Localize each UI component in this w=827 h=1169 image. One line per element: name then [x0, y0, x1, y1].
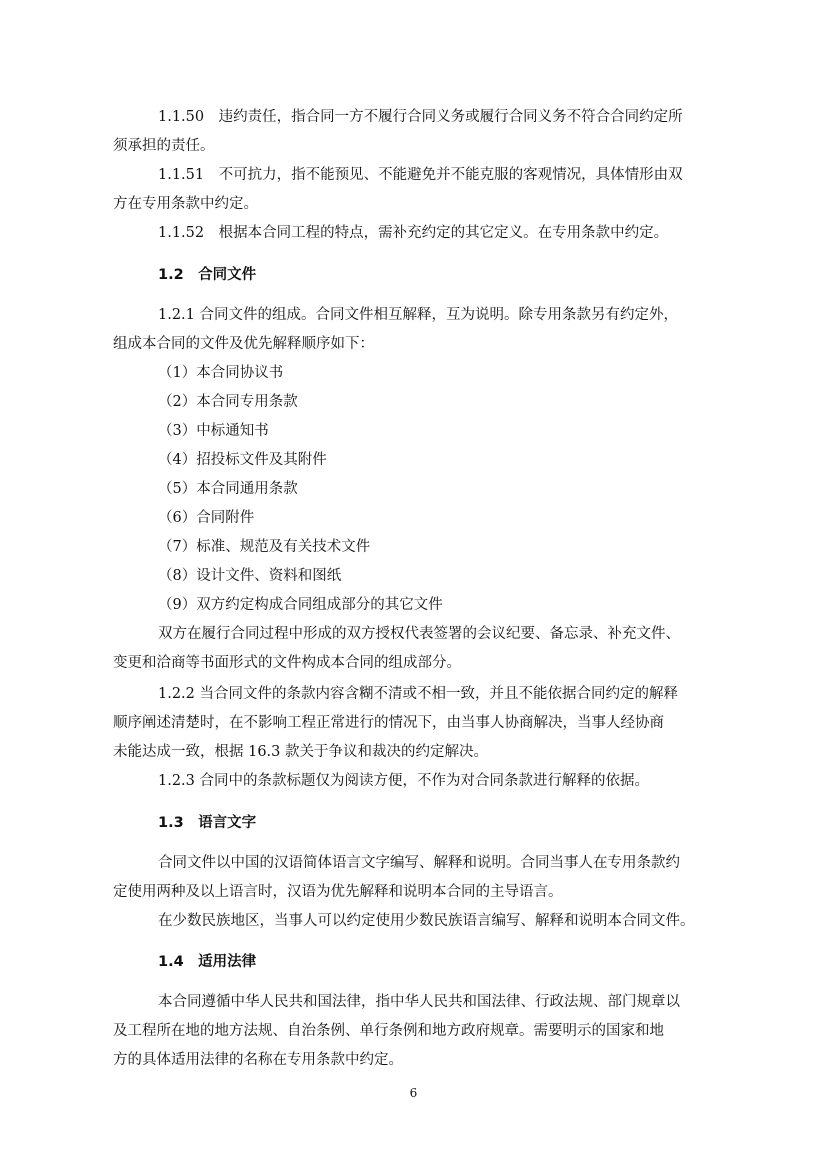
clause-1-2-2: 1.2.2 当合同文件的条款内容含糊不清或不相一致，并且不能依据合同约定的解释 — [158, 686, 679, 702]
list-item: （1）本合同协议书 — [158, 365, 284, 381]
clause-1-2-3: 1.2.3 合同中的条款标题仅为阅读方便，不作为对合同条款进行解释的依据。 — [158, 773, 650, 789]
paragraph-line: 方的具体适用法律的名称在专用条款中约定。 — [113, 1052, 403, 1068]
paragraph-line: 本合同遵循中华人民共和国法律，指中华人民共和国法律、行政法规、部门规章以 — [158, 994, 680, 1010]
clause-1-1-52: 1.1.52 根据本合同工程的特点，需补充约定的其它定义。在专用条款中约定。 — [158, 225, 669, 241]
page-number: 6 — [409, 1086, 418, 1100]
list-item: （6）合同附件 — [158, 510, 255, 526]
paragraph-line: 及工程所在地的地方法规、自治条例、单行条例和地方政府规章。需要明示的国家和地 — [113, 1023, 664, 1039]
paragraph-line: 双方在履行合同过程中形成的双方授权代表签署的会议纪要、备忘录、补充文件、 — [158, 626, 680, 642]
section-heading-1-2: 1.2 合同文件 — [158, 267, 257, 283]
paragraph-line: 在少数民族地区，当事人可以约定使用少数民族语言编写、解释和说明本合同文件。 — [158, 913, 695, 929]
section-heading-1-4: 1.4 适用法律 — [158, 954, 257, 970]
clause-1-2-1-cont: 组成本合同的文件及优先解释顺序如下： — [113, 336, 374, 352]
list-item: （8）设计文件、资料和图纸 — [158, 568, 342, 584]
clause-1-1-51-cont: 方在专用条款中约定。 — [113, 196, 258, 212]
clause-1-1-50-cont: 须承担的责任。 — [113, 138, 215, 154]
clause-1-1-50: 1.1.50 违约责任，指合同一方不履行合同义务或履行合同义务不符合合同约定所 — [158, 109, 683, 125]
list-item: （7）标准、规范及有关技术文件 — [158, 539, 371, 555]
list-item: （5）本合同通用条款 — [158, 481, 298, 497]
clause-1-2-1: 1.2.1 合同文件的组成。合同文件相互解释，互为说明。除专用条款另有约定外， — [158, 307, 679, 323]
paragraph-line: 定使用两种及以上语言时，汉语为优先解释和说明本合同的主导语言。 — [113, 884, 563, 900]
list-item: （2）本合同专用条款 — [158, 394, 298, 410]
section-heading-1-3: 1.3 语言文字 — [158, 815, 257, 831]
clause-1-2-2-cont: 未能达成一致，根据 16.3 款关于争议和裁决的约定解决。 — [113, 744, 489, 760]
list-item: （3）中标通知书 — [158, 423, 269, 439]
list-item: （9）双方约定构成合同组成部分的其它文件 — [158, 597, 443, 613]
clause-1-2-2-cont: 顺序阐述清楚时，在不影响工程正常进行的情况下，由当事人协商解决，当事人经协商 — [113, 715, 664, 731]
paragraph-line: 变更和洽商等书面形式的文件构成本合同的组成部分。 — [113, 655, 461, 671]
paragraph-line: 合同文件以中国的汉语简体语言文字编写、解释和说明。合同当事人在专用条款约 — [158, 855, 680, 871]
clause-1-1-51: 1.1.51 不可抗力，指不能预见、不能避免并不能克服的客观情况，具体情形由双 — [158, 167, 683, 183]
list-item: （4）招投标文件及其附件 — [158, 452, 327, 468]
